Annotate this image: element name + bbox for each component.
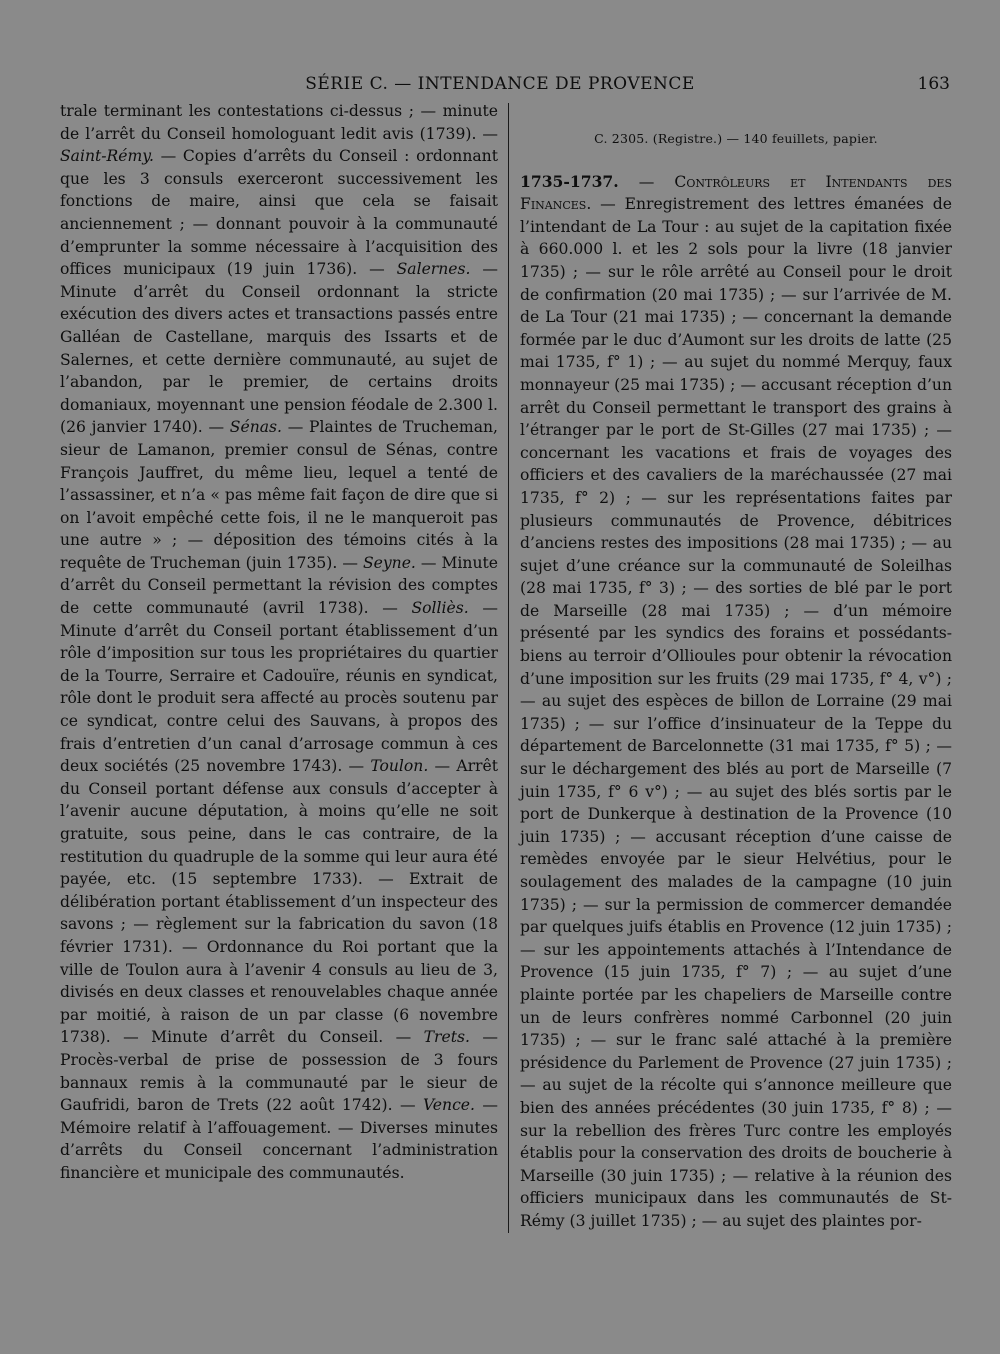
place-name: Vence. bbox=[422, 1096, 475, 1115]
place-name: Saint-Rémy. bbox=[60, 147, 154, 166]
entry-body: — Enregistrement des lettres émanées de l’intendant de La Tour : au sujet de la capitation fixée à 660.000 l. et les 2 sols pour la livre (18 janvier 1735) ; — sur le rôle arrêté au Conseil pour le droit de confirmation (20 mai 1735) ; — sur l’arrivée de M. de La Tour (21 mai 1735) ; — concernant la demande formée par le duc d’Aumont sur les droits de latte (25 mai 1735, f° 1) ; — au sujet du nommé Merquy, faux monnayeur (25 mai 1735) ; — accusant réception d’un arrêt du Conseil permettant le transport des grains à l’étranger par le port de St-Gilles (27 mai 1735) ; — concernant les vacations et frais de voyages des officiers et des cavaliers de la maréchaussée (27 mai 1735, f° 2) ; — sur les représentations faites par plusieurs communautés de Provence, débitrices d’anciens restes des impositions (28 mai 1735) ; — au sujet d’une créance sur la communauté de Soleilhas (28 mai 1735, f° 3) ; — des sorties de blé par le port de Marseille (28 mai 1735) ; — d’un mémoire présenté par les syndics des forains et possédants-biens au terroir d’Ollioules pour obtenir la révocation d’une imposition sur les fruits (29 mai 1735, f° 4, v°) ; — au sujet des espèces de billon de Lorraine (29 mai 1735) ; — sur l’office d’insinuateur de la Teppe du département de Barcelonnette (31 mai 1735, f° 5) ; — sur le déchargement des blés au port de Marseille (7 juin 1735, f° 6 v°) ; — au sujet des blés sortis par le port de Dunkerque à destination de la Provence (10 juin 1735) ; — accusant réception d’une caisse de remèdes envoyée par le sieur Helvétius, pour le soulagement des malades de la campagne (10 juin 1735) ; — sur la permission de commercer demandée par quelques juifs établis en Provence (12 juin 1735) ; — sur les appointements attachés à l’Intendance de Provence (15 juin 1735, f° 7) ; — au sujet d’une plainte portée par les chapeliers de Marseille contre un de leurs confrères nommé Carbonnel (20 juin 1735) ; — sur le franc salé attaché à la première présidence du Parlement de Provence (27 juin 1735) ; — au sujet de la récolte qui s’annonce meilleure que bien des années précédentes (30 juin 1735, f° 8) ; — sur la rebellion des frères Turc contre les employés établis pour la conservation des droits de boucherie à Marseille (30 juin 1735) ; — relative à la réunion des officiers municipaux dans les communautés de St-Rémy (3 juillet 1735) ; — au sujet des plaintes por- bbox=[520, 195, 952, 1230]
text-run: — Plaintes de Trucheman, sieur de Lamanon, premier consul de Sénas, contre François Jauffret, du même lieu, lequel a tenté de l’assassiner, et n’a « pas même fait façon de dire que si on l’avoit empêché cette fois, il ne le manqueroit pas une autre » ; — déposition des témoins cités à la requête de Trucheman (juin 1735). — bbox=[60, 418, 498, 572]
running-title: SÉRIE C. — INTENDANCE DE PROVENCE bbox=[305, 74, 695, 94]
place-name: Seyne. bbox=[362, 553, 416, 572]
archive-reference: C. 2305. (Registre.) — 140 feuillets, papier. bbox=[594, 131, 878, 146]
text-run: — Arrêt du Conseil portant défense aux consuls d’accepter à l’avenir aucune députation, à moins qu’elle ne soit gratuite, sous peine, dans le cas contraire, de la restitution du quadruple de la somme qui leur aura été payée, etc. (15 septembre 1733). — Extrait de délibération portant établissement d’un inspecteur des savons ; — règlement sur la fabrication du savon (18 février 1731). — Ordonnance du Roi portant que la ville de Toulon aura à l’avenir 4 consuls au lieu de 3, divisés en deux classes et renouvelables chaque année par moitié, à raison de un par classe (6 novembre 1738). — Minute d’arrêt du Conseil. — bbox=[60, 757, 498, 1047]
text-run: — Procès-verbal de prise de possession de 3 fours bannaux remis à la communauté par le sieur de Gaufridi, baron de Trets (22 août 1742). — bbox=[60, 1028, 498, 1115]
right-column-text bbox=[520, 171, 952, 1233]
place-name: Trets. bbox=[423, 1028, 470, 1047]
text-run: — Minute d’arrêt du Conseil permettant la révision des comptes de cette communauté (avril 1738). — bbox=[60, 553, 498, 618]
entry-dates: 1735-1737. bbox=[520, 171, 619, 191]
entry-heading: Contrôleurs et Intendants des Finances. bbox=[520, 172, 952, 214]
dash: — bbox=[618, 172, 675, 191]
place-name: Salernes. bbox=[396, 260, 471, 279]
text-run: trale terminant les contestations ci-dessus ; — minute de l’arrêt du Conseil homologuant ledit avis (1739). — bbox=[60, 102, 498, 143]
column-divider bbox=[508, 103, 509, 1233]
text-run: — Minute d’arrêt du Conseil ordonnant la stricte exécution des divers actes et transactions passés entre Galléan de Castellane, marquis des Issarts et de Salernes, et cette dernière communauté, au sujet de l’abandon, par le premier, de certains droits domaniaux, moyennant une pension féodale de 2.300 l. (26 janvier 1740). — bbox=[60, 260, 498, 437]
page-number: 163 bbox=[917, 74, 950, 94]
text-run: — Mémoire relatif à l’affouagement. — Diverses minutes d’arrêts du Conseil concernant l’administration financière et municipale des communautés. bbox=[60, 1096, 498, 1182]
place-name: Solliès. bbox=[411, 599, 469, 618]
left-column-text bbox=[60, 100, 498, 1185]
text-run: — Minute d’arrêt du Conseil portant établissement d’un rôle d’imposition sur tous les propriétaires du quartier de la Tourre, Serraire et Cadouïre, réunis en syndicat, rôle dont le produit sera affecté au procès soutenu par ce syndicat, contre celui des Sauvans, à propos des frais d’entretien d’un canal d’arrosage commun à ces deux sociétés (25 novembre 1743). — bbox=[60, 599, 498, 776]
right-column bbox=[520, 100, 952, 1233]
place-name: Toulon. bbox=[370, 757, 429, 776]
place-name: Sénas. bbox=[229, 418, 283, 437]
left-column bbox=[60, 100, 498, 1185]
page-header bbox=[0, 70, 1000, 100]
text-run: — Copies d’arrêts du Conseil : ordonnant que les 3 consuls exerceront successivement les fonctions de maire, ainsi que cela se faisait anciennement ; — donnant pouvoir à la communauté d’emprunter la somme nécessaire à l’acquisition des offices municipaux (19 juin 1736). — bbox=[60, 147, 498, 279]
